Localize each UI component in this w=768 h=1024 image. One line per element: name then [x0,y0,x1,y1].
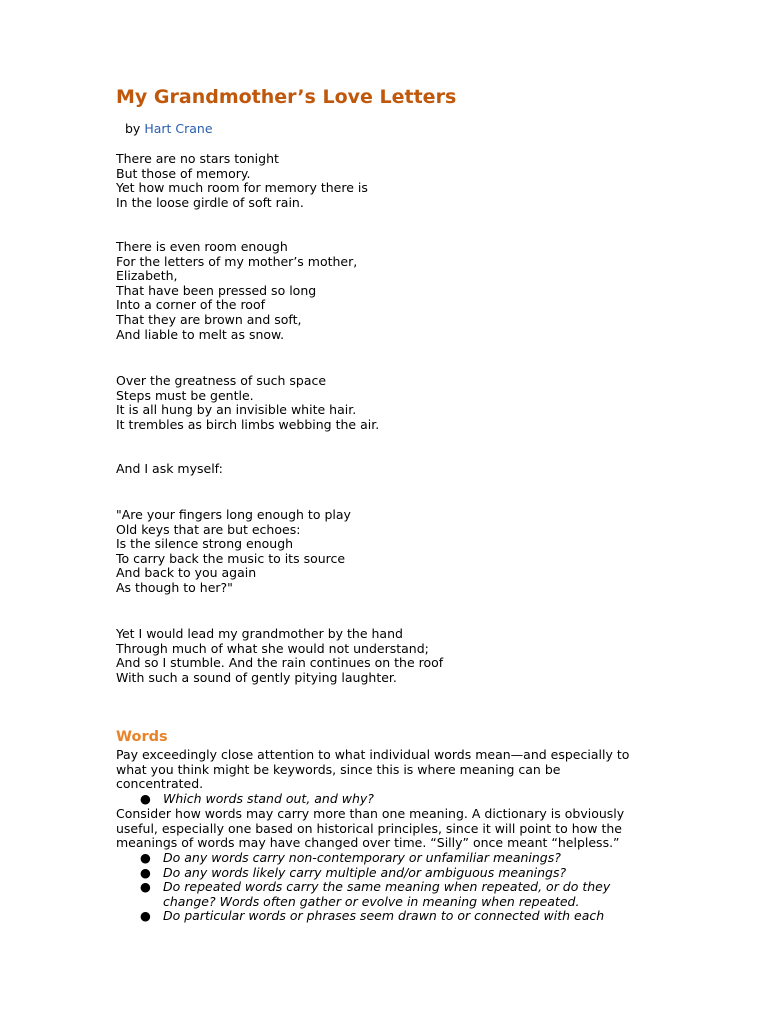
poem-line: Into a corner of the roof [116,297,265,313]
poem-line: Through much of what she would not understand; [116,640,429,656]
list-item-text: Which words stand out, and why? [163,791,374,806]
poem-line: To carry back the music to its source [116,550,346,566]
stanza-2 [116,240,357,342]
poem-line: It is all hung by an invisible white hair. [116,402,357,418]
poem-line: As though to her?" [116,579,233,595]
poem-line: Elizabeth, [116,268,178,284]
poem-line: And I ask myself: [116,461,223,476]
byline-prefix: by [125,121,141,136]
list-item-text: Do any words likely carry multiple and/or ambiguous meanings? [163,864,567,880]
poem-line: And liable to melt as snow. [116,326,285,342]
poem-title: My Grandmother’s Love Letters [116,86,457,108]
poem-line: Over the greatness of such space [116,373,327,388]
poem-line: Steps must be gentle. [116,387,254,403]
bullet-icon: ● [140,908,151,924]
poem-line: Old keys that are but echoes: [116,521,301,537]
byline [125,121,213,136]
section-heading-words: Words [116,729,168,745]
poem-line: Yet how much room for memory there is [116,180,368,196]
poem-line: But those of memory. [116,165,251,181]
poem-line: That have been pressed so long [116,282,317,298]
stanza-4 [116,462,223,477]
words-intro-paragraph: Pay exceedingly close attention to what individual words mean—and especially to what you think might be keywords, since this is where meaning can be concentrated. [116,747,630,792]
stanza-5 [116,508,351,596]
author-link[interactable]: Hart Crane [144,121,213,136]
list-item [116,792,646,807]
stanza-3 [116,374,379,432]
poem-line: With such a sound of gently pitying laughter. [116,669,397,685]
list-item-text: Do particular words or phrases seem drawn to or connected with each [163,908,605,924]
poem-line: There are no stars tonight [116,151,279,166]
poem-line: "Are your fingers long enough to play [116,507,351,522]
bullet-list-1 [116,792,646,807]
poem-line: And back to you again [116,565,257,581]
poem-line: There is even room enough [116,239,288,254]
poem-line: And so I stumble. And the rain continues on the roof [116,655,444,671]
list-item [116,851,646,866]
bullet-list-2 [116,851,646,924]
list-item [116,909,646,924]
poem-line: It trembles as birch limbs webbing the air. [116,416,380,432]
bullet-icon: ● [140,879,151,895]
bullet-icon: ● [140,850,151,865]
words-paragraph-2: Consider how words may carry more than one meaning. A dictionary is obviously useful, especially one based on historical principles, since it will point to how the meanings of words may have changed over time. “Silly” once meant “helpless.” [116,806,625,851]
bullet-icon: ● [140,791,151,806]
stanza-1 [116,152,368,210]
bullet-icon: ● [140,864,151,880]
poem-line: Is the silence strong enough [116,536,294,552]
poem-line: For the letters of my mother’s mother, [116,253,358,269]
stanza-6 [116,627,443,685]
poem-line: In the loose girdle of soft rain. [116,194,304,210]
list-item-text: Do any words carry non-contemporary or unfamiliar meanings? [163,850,561,865]
list-item [116,880,646,909]
list-item [116,866,646,881]
poem-line: That they are brown and soft, [116,311,302,327]
poem-line: Yet I would lead my grandmother by the hand [116,626,403,641]
list-item-text: Do repeated words carry the same meaning when repeated, or do they change? Words often gather or evolve in meaning when repeated. [163,879,611,909]
